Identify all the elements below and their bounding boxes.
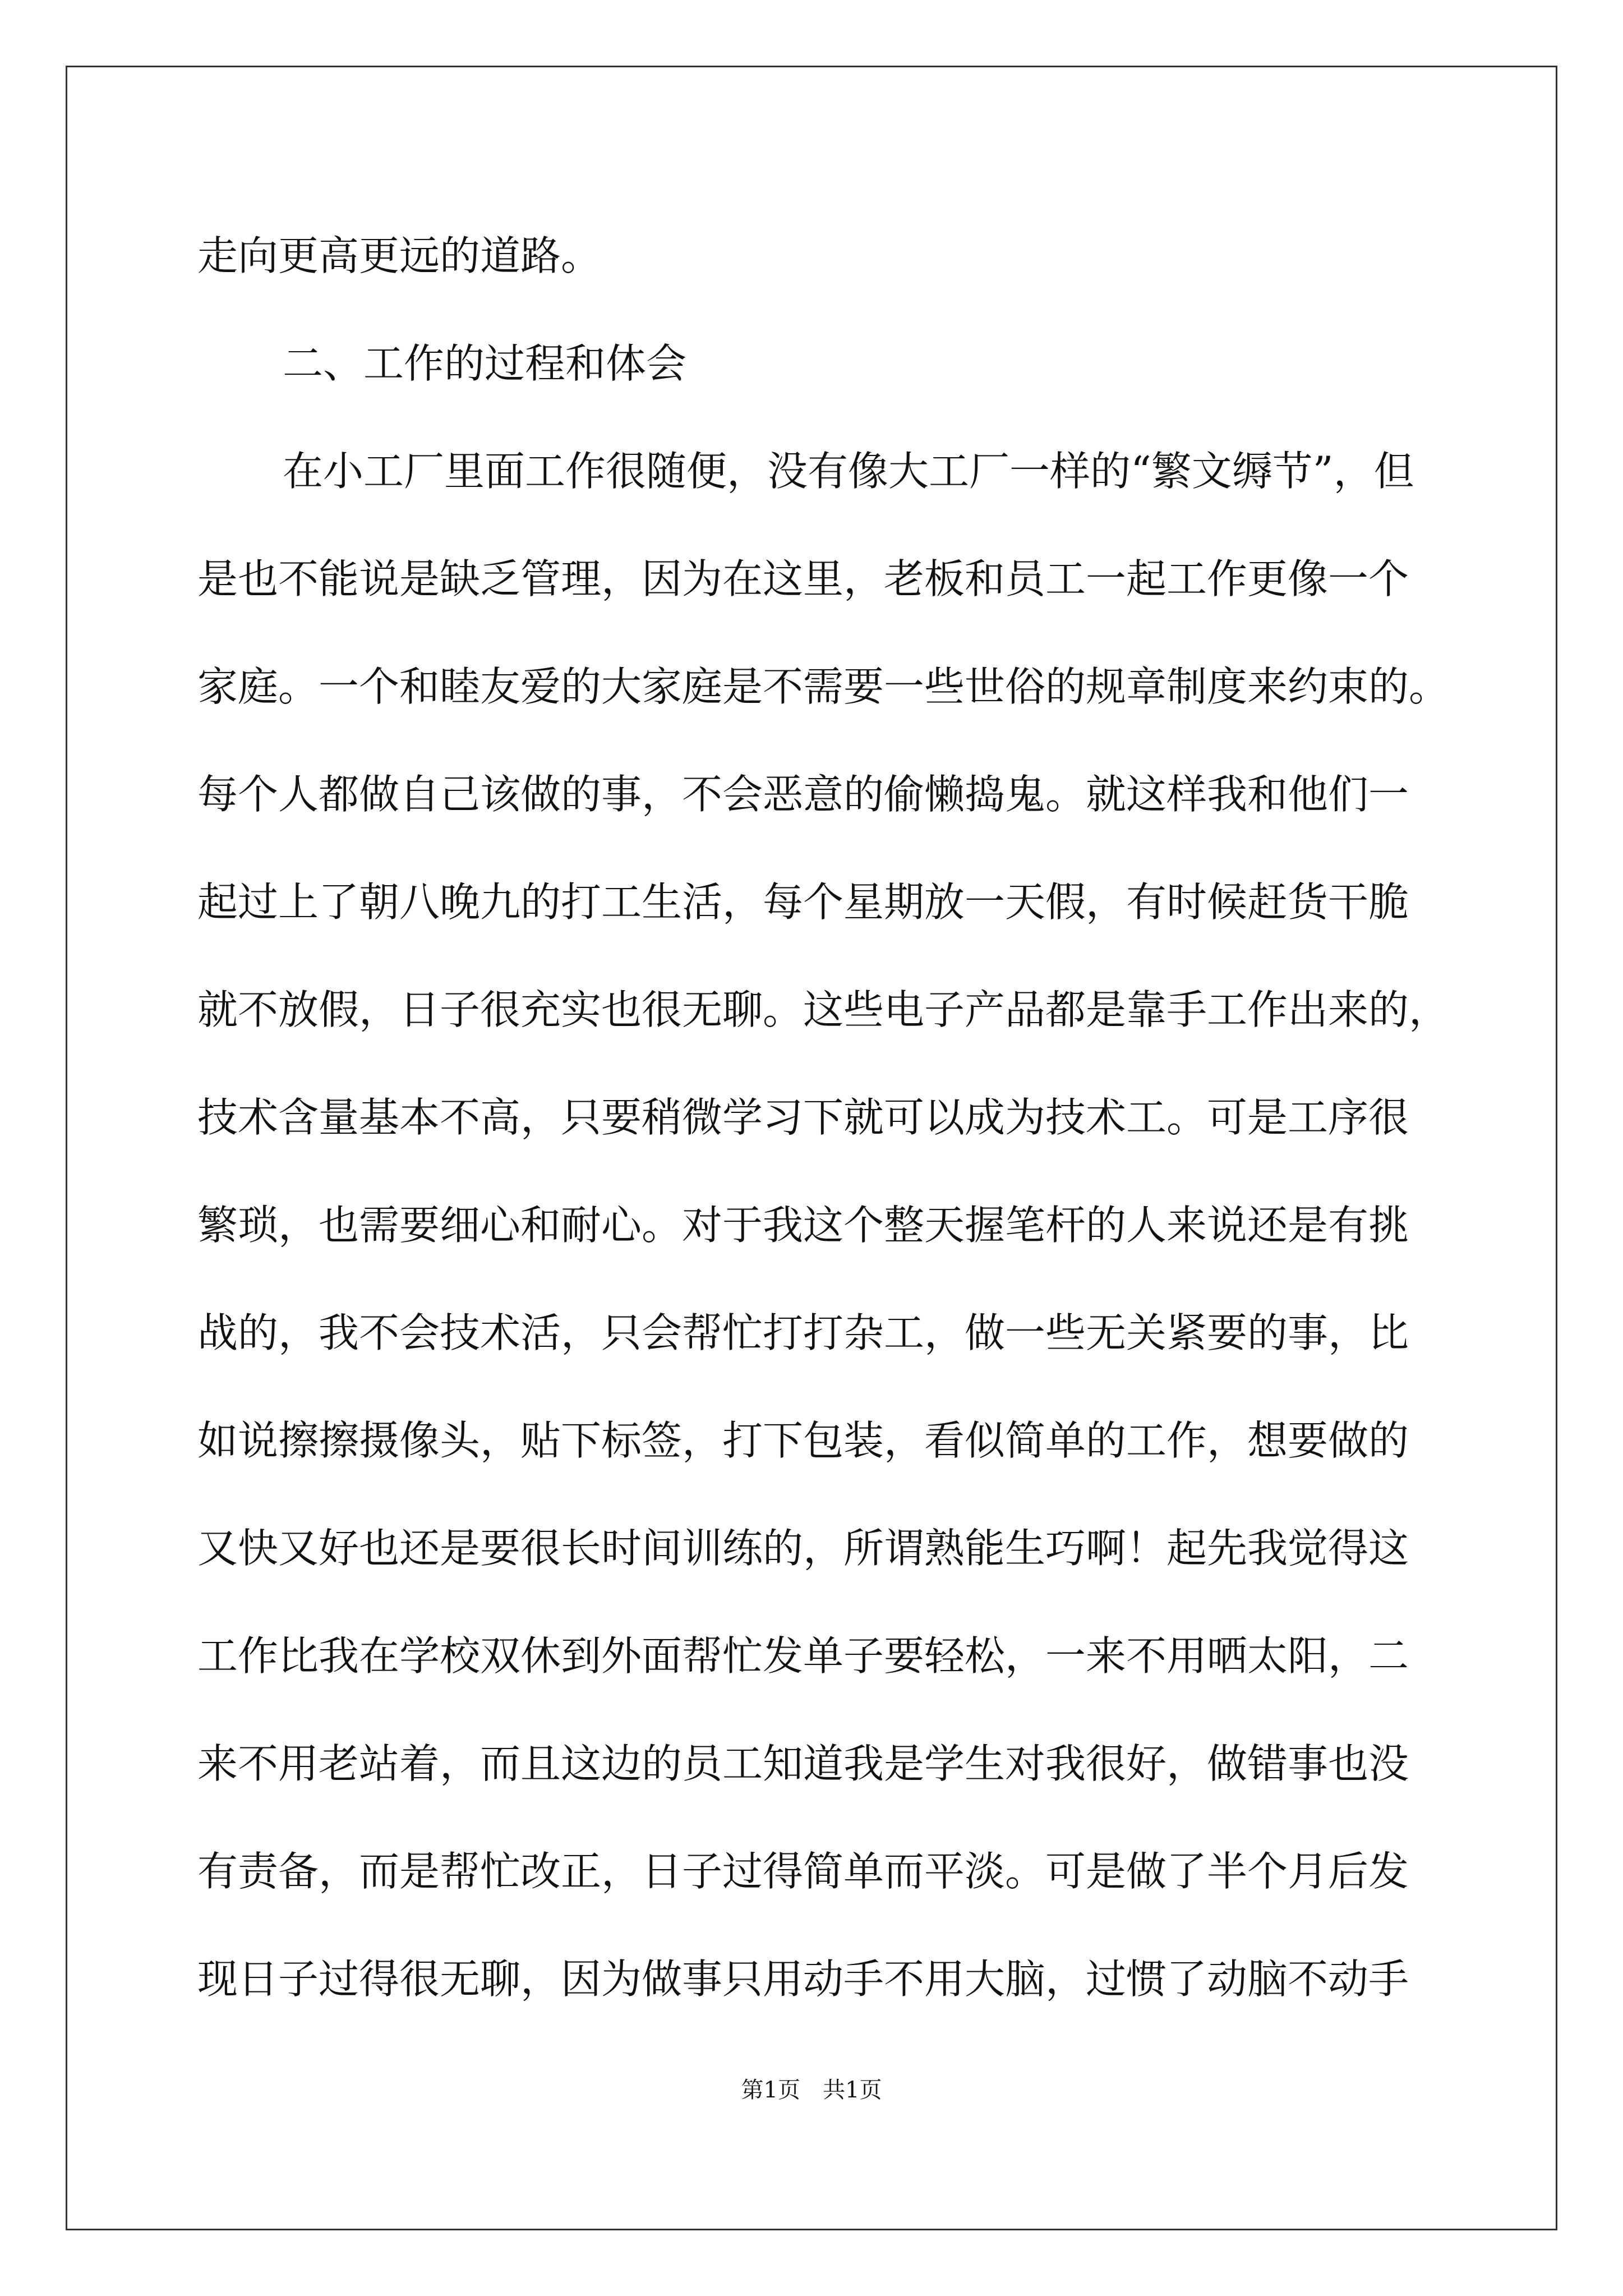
text-line: 就不放假，日子很充实也很无聊。这些电子产品都是靠手工作出来的， — [197, 986, 1450, 1033]
section-heading: 二、工作的过程和体会 — [283, 340, 687, 387]
text-line: 繁琐，也需要细心和耐心。对于我这个整天握笔杆的人来说还是有挑 — [197, 1202, 1409, 1249]
paragraph-first-line: 在小工厂里面工作很随便，没有像大工厂一样的“繁文缛节”，但 — [283, 448, 1414, 495]
text-line: 有责备，而是帮忙改正，日子过得简单而平淡。可是做了半个月后发 — [197, 1848, 1409, 1895]
text-line: 起过上了朝八晚九的打工生活，每个星期放一天假，有时候赶货干脆 — [197, 878, 1409, 926]
text-line: 又快又好也还是要很长时间训练的，所谓熟能生巧啊！起先我觉得这 — [197, 1525, 1409, 1572]
text-line: 来不用老站着，而且这边的员工知道我是学生对我很好，做错事也没 — [197, 1740, 1409, 1787]
text-line: 家庭。一个和睦友爱的大家庭是不需要一些世俗的规章制度来约束的。 — [197, 663, 1450, 710]
page-footer: 第1页 共1页 — [741, 2077, 882, 2103]
text-line: 如说擦擦摄像头，贴下标签，打下包装，看似简单的工作，想要做的 — [197, 1417, 1409, 1464]
text-line: 技术含量基本不高，只要稍微学习下就可以成为技术工。可是工序很 — [197, 1094, 1409, 1141]
text-line: 每个人都做自己该做的事，不会恶意的偷懒捣鬼。就这样我和他们一 — [197, 771, 1409, 818]
text-line: 工作比我在学校双休到外面帮忙发单子要轻松，一来不用晒太阳，二 — [197, 1632, 1409, 1680]
document-body — [197, 202, 1450, 2033]
text-line: 现日子过得很无聊，因为做事只用动手不用大脑，过惯了动脑不动手 — [197, 1955, 1409, 2003]
text-line: 战的，我不会技术活，只会帮忙打打杂工，做一些无关紧要的事，比 — [197, 1309, 1409, 1356]
text-line: 走向更高更远的道路。 — [197, 232, 602, 279]
text-line: 是也不能说是缺乏管理，因为在这里，老板和员工一起工作更像一个 — [197, 555, 1409, 602]
